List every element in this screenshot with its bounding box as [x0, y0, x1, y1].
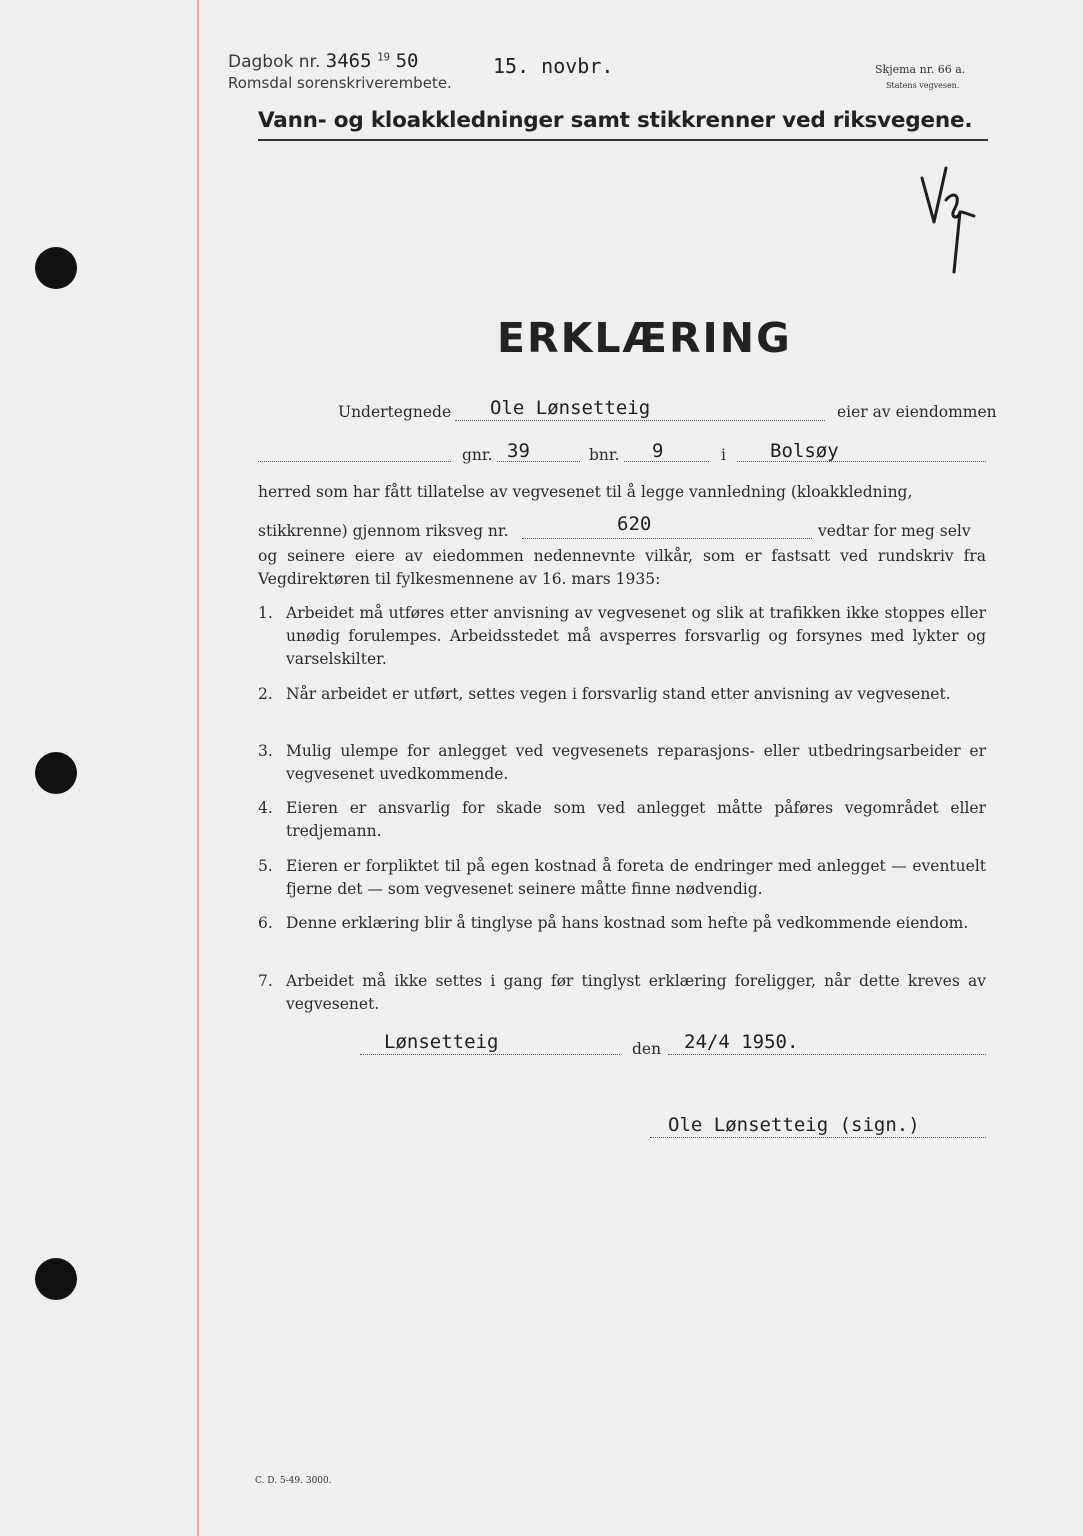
eier-label: eier av eiendommen: [837, 403, 997, 421]
condition-item: [258, 683, 986, 729]
undertegnede-label: Undertegnede: [338, 403, 452, 421]
year-suffix: 50: [395, 50, 419, 72]
bnr-line: [624, 461, 709, 462]
condition-number: 3.: [258, 742, 273, 760]
condition-item: [258, 797, 986, 843]
dagbok-label: Dagbok nr.: [228, 52, 321, 72]
gnr-label: gnr.: [462, 446, 493, 464]
condition-number: 5.: [258, 857, 273, 875]
form-issuer: Statens vegvesen.: [886, 81, 960, 90]
riksveg-label: stikkrenne) gjennom riksveg nr.: [258, 522, 509, 540]
herred-text: herred som har fått tillatelse av vegvesenet til å legge vannledning (kloakkledning,: [258, 483, 913, 501]
intro-text: og seinere eiere av eiedommen nedennevnte vilkår, som er fastsatt ved rundskriv fra Vegdirektøren til fylkesmennene av 16. mars 1935:: [258, 547, 986, 588]
condition-number: 4.: [258, 799, 273, 817]
i-label: i: [721, 446, 726, 464]
bnr-label: bnr.: [589, 446, 620, 464]
document-title: ERKLÆRING: [497, 314, 792, 362]
office-stamp: Romsdal sorenskriverembete.: [228, 74, 452, 92]
place-value: Bolsøy: [770, 440, 839, 462]
stamp-date: 15. novbr.: [493, 54, 614, 78]
signature-place-line: [360, 1054, 620, 1055]
condition-item: [258, 912, 986, 958]
condition-item: [258, 855, 986, 901]
signature-date-line: [668, 1054, 986, 1055]
form-header: Vann- og kloakkledninger samt stikkrenner ved riksvegene.: [258, 108, 973, 133]
bnr-value: 9: [652, 440, 664, 462]
year-prefix: 19: [376, 50, 391, 64]
condition-text: Eieren er forpliktet til på egen kostnad å foreta de endringer med anlegget — eventuelt fjerne det — som vegvesenet seinere måtte finne nødvendig.: [286, 857, 986, 898]
punch-hole: [35, 247, 77, 289]
condition-item: [258, 602, 986, 672]
eiendom-line: [258, 461, 451, 462]
header-rule: [258, 139, 988, 141]
vedtar-label: vedtar for meg selv: [818, 522, 971, 540]
condition-number: 6.: [258, 914, 273, 932]
dagbok-stamp: [228, 50, 418, 72]
condition-text: Arbeidet må ikke settes i gang før tinglyst erklæring foreligger, når dette kreves av vegvesenet.: [286, 972, 986, 1013]
condition-item: [258, 740, 986, 786]
dagbok-number: 3465: [325, 50, 372, 72]
signature-name: Ole Lønsetteig (sign.): [668, 1114, 920, 1136]
signature-place: Lønsetteig: [384, 1031, 499, 1053]
gnr-value: 39: [507, 440, 530, 462]
undertegnede-value: Ole Lønsetteig: [490, 397, 651, 419]
condition-text: Arbeidet må utføres etter anvisning av vegvesenet og slik at trafikken ikke stoppes eller unødig forulempes. Arbeidsstedet må avsperres forsvarlig og forsynes med lykter og varselskilter.: [286, 604, 986, 668]
den-label: den: [632, 1040, 662, 1058]
condition-item: [258, 970, 986, 1016]
form-number: Skjema nr. 66 a.: [875, 63, 966, 76]
punch-hole: [35, 752, 77, 794]
footer-print-code: C. D. 5-49. 3000.: [255, 1476, 332, 1486]
red-margin-line: [197, 0, 199, 1536]
condition-number: 7.: [258, 972, 273, 990]
riksveg-value: 620: [617, 513, 652, 535]
condition-text: Mulig ulempe for anlegget ved vegvesenets reparasjons- eller utbedringsarbeider er vegvesenet uvedkommende.: [286, 742, 986, 783]
handwritten-initials: [918, 160, 978, 275]
condition-number: 1.: [258, 604, 273, 622]
undertegnede-line: [455, 420, 825, 421]
signature-date: 24/4 1950.: [684, 1031, 799, 1053]
condition-number: 2.: [258, 685, 273, 703]
condition-text: Denne erklæring blir å tinglyse på hans kostnad som hefte på vedkommende eiendom.: [286, 914, 969, 932]
condition-text: Eieren er ansvarlig for skade som ved anlegget måtte påføres vegområdet eller tredjemann.: [286, 799, 986, 840]
condition-text: Når arbeidet er utført, settes vegen i forsvarlig stand etter anvisning av vegvesenet.: [286, 685, 951, 703]
punch-hole: [35, 1258, 77, 1300]
riksveg-line: [522, 538, 812, 539]
signature-line: [650, 1137, 986, 1138]
